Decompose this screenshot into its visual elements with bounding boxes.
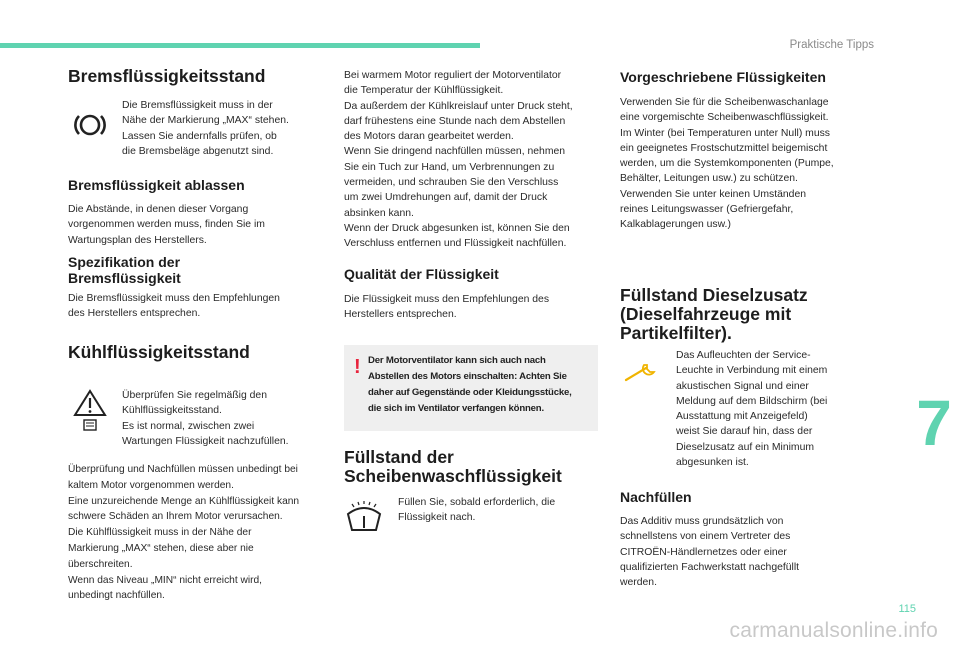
- washer-level-text: Füllen Sie, sobald erforderlich, die Flüssigkeit nach.: [398, 497, 556, 524]
- brake-fluid-spec-title: Spezifikation der Bremsflüssigkeit: [68, 254, 181, 286]
- warning-mark: !: [354, 356, 361, 378]
- coolant-level-text: Überprüfen Sie regelmäßig den Kühlflüssigkeitsstand. Es ist normal, zwischen zwei Wartungen Flüssigkeit nachzufüllen.: [122, 390, 289, 447]
- fluid-quality-title: Qualität der Flüssigkeit: [344, 266, 499, 282]
- brake-fluid-drain-text: Die Abstände, in denen dieser Vorgang vorgenommen werden muss, finden Sie im Wartungsplan des Herstellers.: [68, 204, 265, 246]
- coolant-level-title: Kühlflüssigkeitsstand: [68, 342, 250, 362]
- chapter-number: 7: [916, 387, 952, 459]
- warning-text: Der Motorventilator kann sich auch nach Abstellen des Motors einschalten: Achten Sie daher auf Gegenstände oder Kleidungsstücke, die sich im Ventilator verfangen können.: [368, 355, 572, 414]
- refill-title: Nachfüllen: [620, 489, 692, 505]
- brake-fluid-level-title: Bremsflüssigkeitsstand: [68, 66, 266, 86]
- brake-fluid-spec-text: Die Bremsflüssigkeit muss den Empfehlungen des Herstellers entsprechen.: [68, 293, 280, 320]
- coolant-note: Überprüfung und Nachfüllen müssen unbedingt bei kaltem Motor vorgenommen werden. Eine unzureichende Menge an Kühlflüssigkeit kann schwere Schäden an Ihrem Motor verursachen. Die Kühlflüssigkeit muss in der Nähe der Markierung „MAX“ stehen, diese aber nie überschreiten. Wenn das Niveau „MIN“ nicht erreicht wird, unbedingt nachfüllen.: [68, 464, 300, 602]
- brake-warning-icon: [72, 110, 108, 140]
- coolant-warning-icon: [72, 388, 108, 432]
- washer-level-title: Füllstand der Scheibenwaschflüssigkeit: [344, 447, 562, 486]
- warning-box: [344, 345, 598, 431]
- watermark: carmanualsonline.info: [729, 619, 938, 642]
- section-label: Praktische Tipps: [789, 39, 874, 51]
- page-number: 115: [898, 603, 916, 615]
- brake-fluid-level-text: Die Bremsflüssigkeit muss in der Nähe der Markierung „MAX“ stehen. Lassen Sie andernfalls prüfen, ob die Bremsbeläge abgenutzt sind.: [122, 100, 289, 157]
- fluid-quality-text: Die Flüssigkeit muss den Empfehlungen des Herstellers entsprechen.: [344, 294, 550, 321]
- warm-engine-text: Bei warmem Motor reguliert der Motorventilator die Temperatur der Kühlflüssigkeit. Da außerdem der Kühlkreislauf unter Druck steht, darf frühestens eine Stunde nach dem Abstellen des Motors daran gearbeitet werden. Wenn Sie dringend nachfüllen müssen, nehmen Sie ein Tuch zur Hand, um Verbrennungen zu vermeiden, und schrauben Sie den Verschluss um zwei Umdrehungen auf, damit der Druck absinken kann. Wenn der Druck abgesunken ist, können Sie den Verschluss entfernen und Flüssigkeit nachfüllen.: [344, 70, 573, 250]
- prescribed-fluids-title: Vorgeschriebene Flüssigkeiten: [620, 69, 826, 85]
- washer-fluid-icon: [344, 500, 384, 534]
- brake-fluid-drain-title: Bremsflüssigkeit ablassen: [68, 177, 245, 193]
- diesel-additive-title: Füllstand Dieselzusatz (Dieselfahrzeuge mit Partikelfilter).: [620, 285, 808, 343]
- prescribed-fluids-text: Verwenden Sie für die Scheibenwaschanlage eine vorgemischte Scheibenwaschflüssigkeit. Im Winter (bei Temperaturen unter Null) muss ein geeignetes Frostschutzmittel beigemischt werden, um die Systemkomponenten (Pumpe, Behälter, Leitungen usw.) zu schützen. Verwenden Sie unter keinen Umständen reines Leitungswasser (Gefriergefahr, Kalkablagerungen usw.): [620, 97, 834, 231]
- header-accent-bar: [0, 43, 480, 48]
- refill-text: Das Additiv muss grundsätzlich von schnellstens von einem Vertreter des CITROËN-Händlernetzes oder einer qualifizierten Fachwerkstatt nachgefüllt werden.: [620, 516, 800, 589]
- diesel-additive-text: Das Aufleuchten der Service- Leuchte in Verbindung mit einem akustischen Signal und einer Meldung auf dem Bildschirm (bei Ausstattung mit Anzeigefeld) weist Sie darauf hin, dass der Dieselzusatz auf ein Minimum abgesunken ist.: [676, 350, 828, 469]
- service-wrench-icon: [622, 362, 662, 384]
